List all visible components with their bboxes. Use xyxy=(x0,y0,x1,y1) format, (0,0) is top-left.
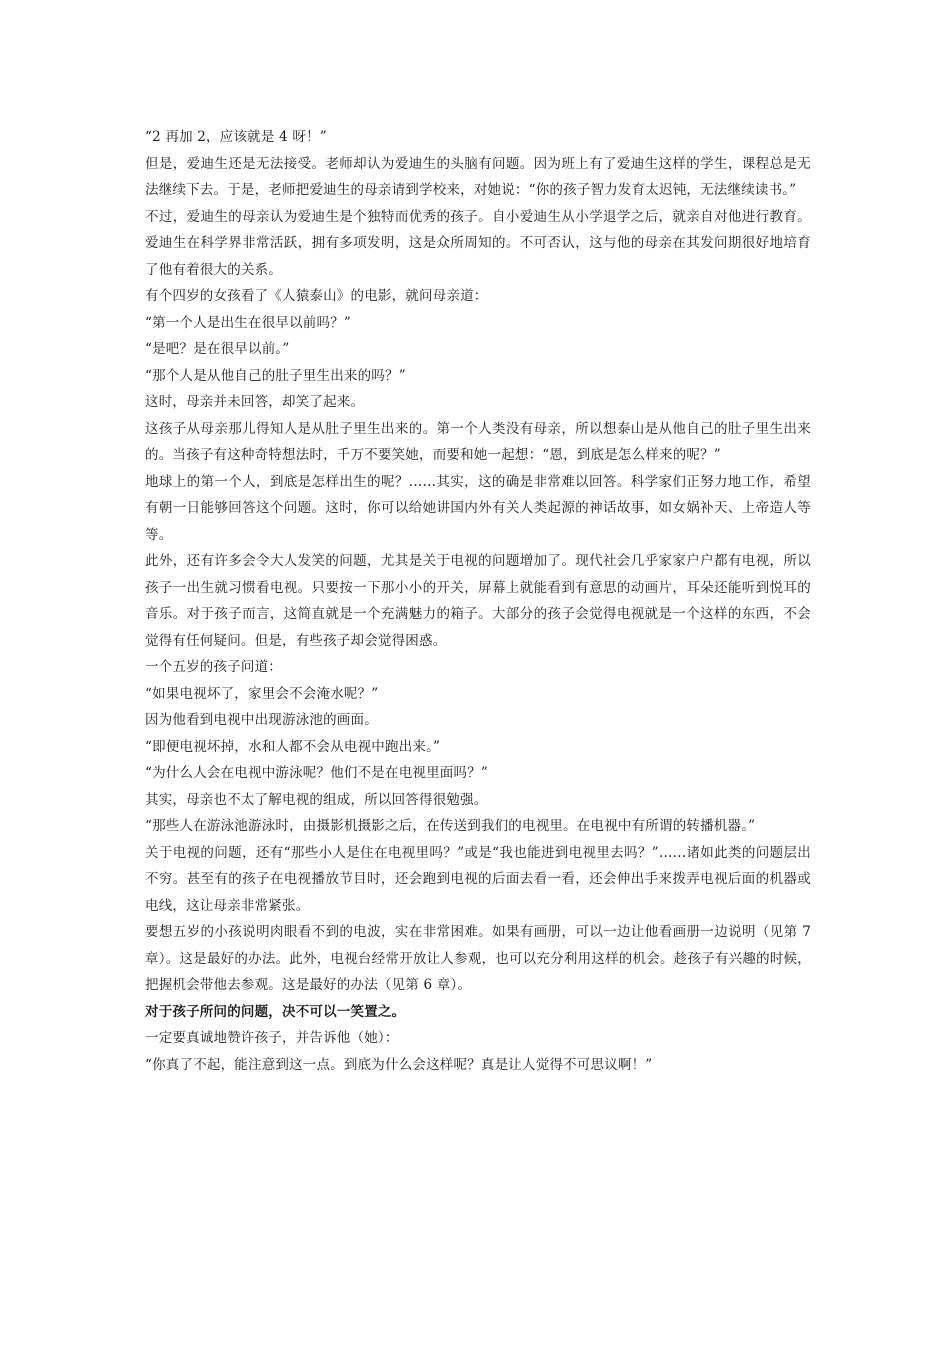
paragraph: “那个人是从他自己的肚子里生出来的吗？” xyxy=(145,367,406,384)
paragraph: 但是，爱迪生还是无法接受。老师却认为爱迪生的头脑有问题。因为班上有了爱迪生这样的学生，课程总是无法继续下去。于是，老师把爱迪生的母亲请到学校来，对她说：“你的孩子智力发育太迟钝，无法继续读书。” xyxy=(145,155,811,198)
paragraph: “你真了不起，能注意到这一点。到底为什么会这样呢？真是让人觉得不可思议啊！” xyxy=(145,1056,653,1073)
paragraph: “是吧？是在很早以前。” xyxy=(145,341,290,357)
paragraph: 其实，母亲也不太了解电视的组成，所以回答得很勉强。 xyxy=(145,791,488,808)
document-body xyxy=(145,124,811,1078)
paragraph: 有个四岁的女孩看了《人猿泰山》的电影，就问母亲道： xyxy=(145,288,488,304)
paragraph: 这孩子从母亲那儿得知人是从肚子里生出来的。第一个人类没有母亲，所以想泰山是从他自己的肚子里生出来的。当孩子有这种奇特想法时，千万不要笑她，而要和她一起想：“恩，到底是怎么样来的呢？” xyxy=(145,420,811,463)
paragraph: “如果电视坏了，家里会不会淹水呢？” xyxy=(145,685,379,702)
paragraph: 地球上的第一个人，到底是怎样出生的呢？……其实，这的确是非常难以回答。科学家们正努力地工作，希望有朝一日能够回答这个问题。这时，你可以给她讲国内外有关人类起源的神话故事，如女娲补天、上帝造人等等。 xyxy=(145,473,811,543)
paragraph: 一定要真诚地赞许孩子，并告诉他（她）： xyxy=(145,1030,399,1046)
bold-paragraph: 对于孩子所问的问题，决不可以一笑置之。 xyxy=(145,1003,406,1020)
paragraph: 这时，母亲并未回答，却笑了起来。 xyxy=(145,394,365,410)
paragraph: 要想五岁的小孩说明肉眼看不到的电波，实在非常困难。如果有画册，可以一边让他看画册一边说明（见第 7 章）。这是最好的办法。此外，电视台经常开放让人参观，也可以充分利用这样的机会。趁孩子有兴趣的时候，把握机会带他去参观。这是最好的办法（见第 6 章）。 xyxy=(145,924,811,993)
paragraph: “为什么人会在电视中游泳呢？他们不是在电视里面吗？” xyxy=(145,765,489,781)
paragraph: 关于电视的问题，还有“那些小人是住在电视里吗？”或是“我也能进到电视里去吗？”……诸如此类的问题层出不穷。甚至有的孩子在电视播放节目时，还会跑到电视的后面去看一看，还会伸出手来拨弄电视后面的机器或电线，这让母亲非常紧张。 xyxy=(145,844,811,914)
paragraph: “第一个人是出生在很早以前吗？” xyxy=(145,314,352,331)
paragraph: “即便电视坏掉，水和人都不会从电视中跑出来。” xyxy=(145,738,441,755)
paragraph: 因为他看到电视中出现游泳池的画面。 xyxy=(145,712,378,728)
paragraph: “2 再加 2，应该就是 4 呀！” xyxy=(145,129,327,145)
paragraph: 此外，还有许多会令大人发笑的问题，尤其是关于电视的问题增加了。现代社会几乎家家户户都有电视，所以孩子一出生就习惯看电视。只要按一下那小小的开关，屏幕上就能看到有意思的动画片，耳朵还能听到悦耳的音乐。对于孩子而言，这简直就是一个充满魅力的箱子。大部分的孩子会觉得电视就是一个这样的东西，不会觉得有任何疑问。但是，有些孩子却会觉得困惑。 xyxy=(145,553,811,649)
paragraph: “那些人在游泳池游泳时，由摄影机摄影之后，在传送到我们的电视里。在电视中有所谓的转播机器。” xyxy=(145,818,756,834)
paragraph: 一个五岁的孩子问道： xyxy=(145,659,282,675)
paragraph: 不过，爱迪生的母亲认为爱迪生是个独特而优秀的孩子。自小爱迪生从小学退学之后，就亲自对他进行教育。爱迪生在科学界非常活跃，拥有多项发明，这是众所周知的。不可否认，这与他的母亲在其发问期很好地培育了他有着很大的关系。 xyxy=(145,208,811,278)
